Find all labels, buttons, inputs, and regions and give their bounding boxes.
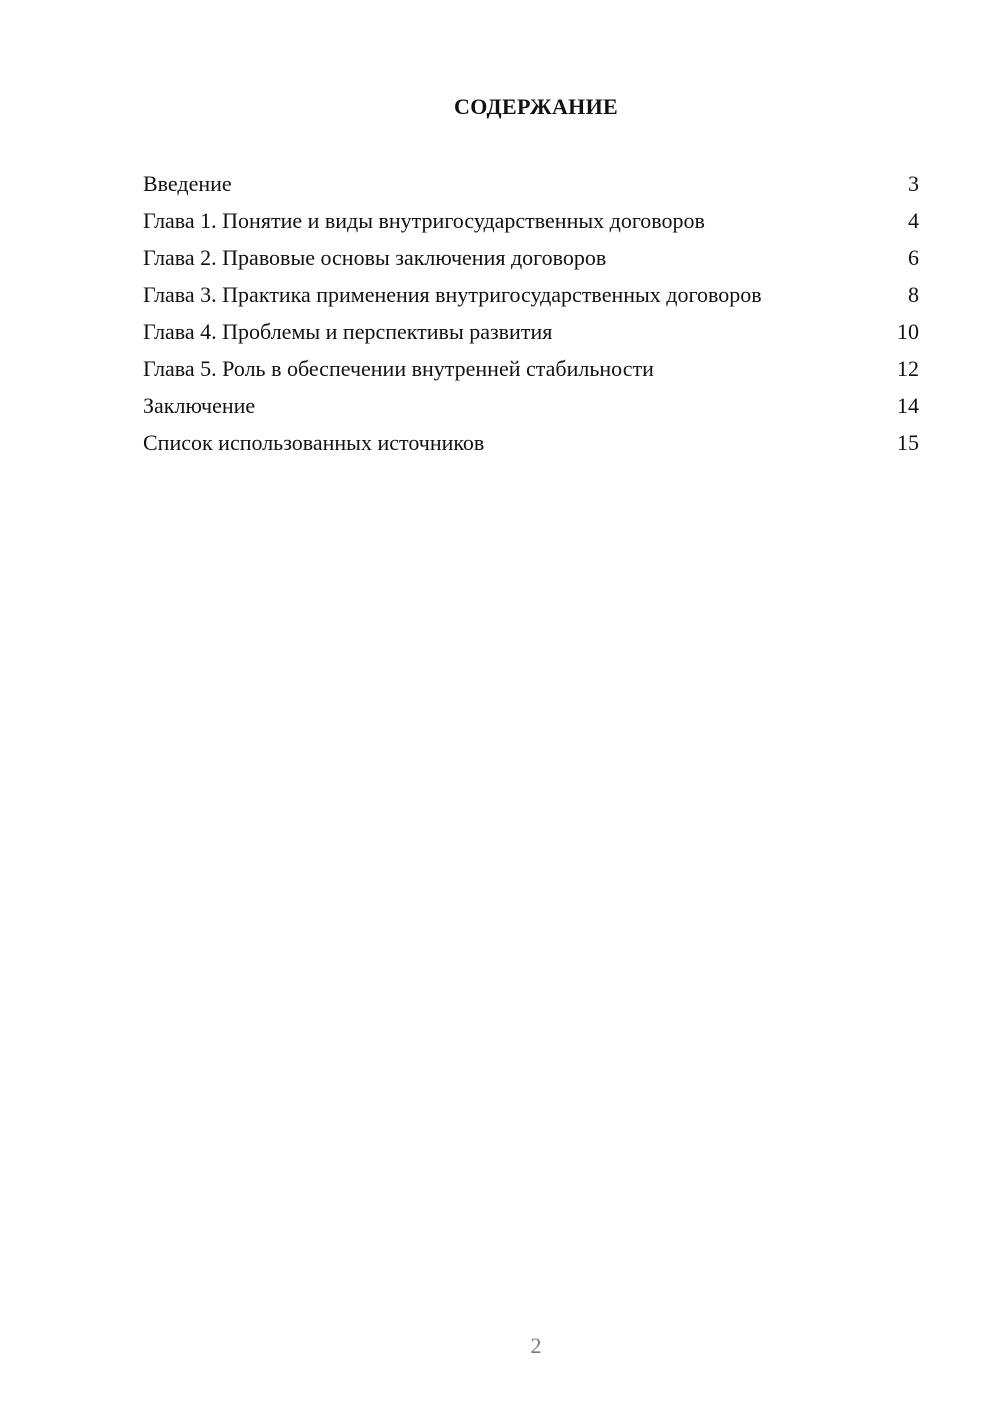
toc-item — [143, 207, 919, 234]
toc-item-page: 8 — [908, 282, 919, 307]
toc-item-title: Глава 5. Роль в обеспечении внутренней стабильности — [143, 356, 654, 381]
toc-item-title: Глава 3. Практика применения внутригосударственных договоров — [143, 282, 762, 307]
toc-item-page: 10 — [897, 319, 919, 344]
toc-item — [143, 281, 919, 308]
toc-item — [143, 392, 919, 419]
toc-item-title: Глава 2. Правовые основы заключения договоров — [143, 245, 607, 270]
page-number: 2 — [530, 1333, 542, 1358]
toc-item-page: 15 — [897, 430, 919, 455]
page-title: СОДЕРЖАНИЕ — [454, 94, 618, 119]
toc-item — [143, 318, 919, 345]
toc-item — [143, 355, 919, 382]
toc-item-title: Глава 1. Понятие и виды внутригосударственных договоров — [143, 208, 705, 233]
table-of-contents — [143, 170, 919, 466]
toc-item-title: Введение — [143, 171, 232, 196]
toc-item — [143, 429, 919, 456]
toc-item-page: 3 — [908, 171, 919, 196]
toc-item — [143, 170, 919, 197]
toc-item — [143, 244, 919, 271]
toc-item-title: Список использованных источников — [143, 430, 485, 455]
toc-item-title: Глава 4. Проблемы и перспективы развития — [143, 319, 553, 344]
toc-item-page: 14 — [897, 393, 919, 418]
toc-item-page: 6 — [908, 245, 919, 270]
toc-item-page: 4 — [908, 208, 919, 233]
toc-item-page: 12 — [897, 356, 919, 381]
toc-item-title: Заключение — [143, 393, 256, 418]
